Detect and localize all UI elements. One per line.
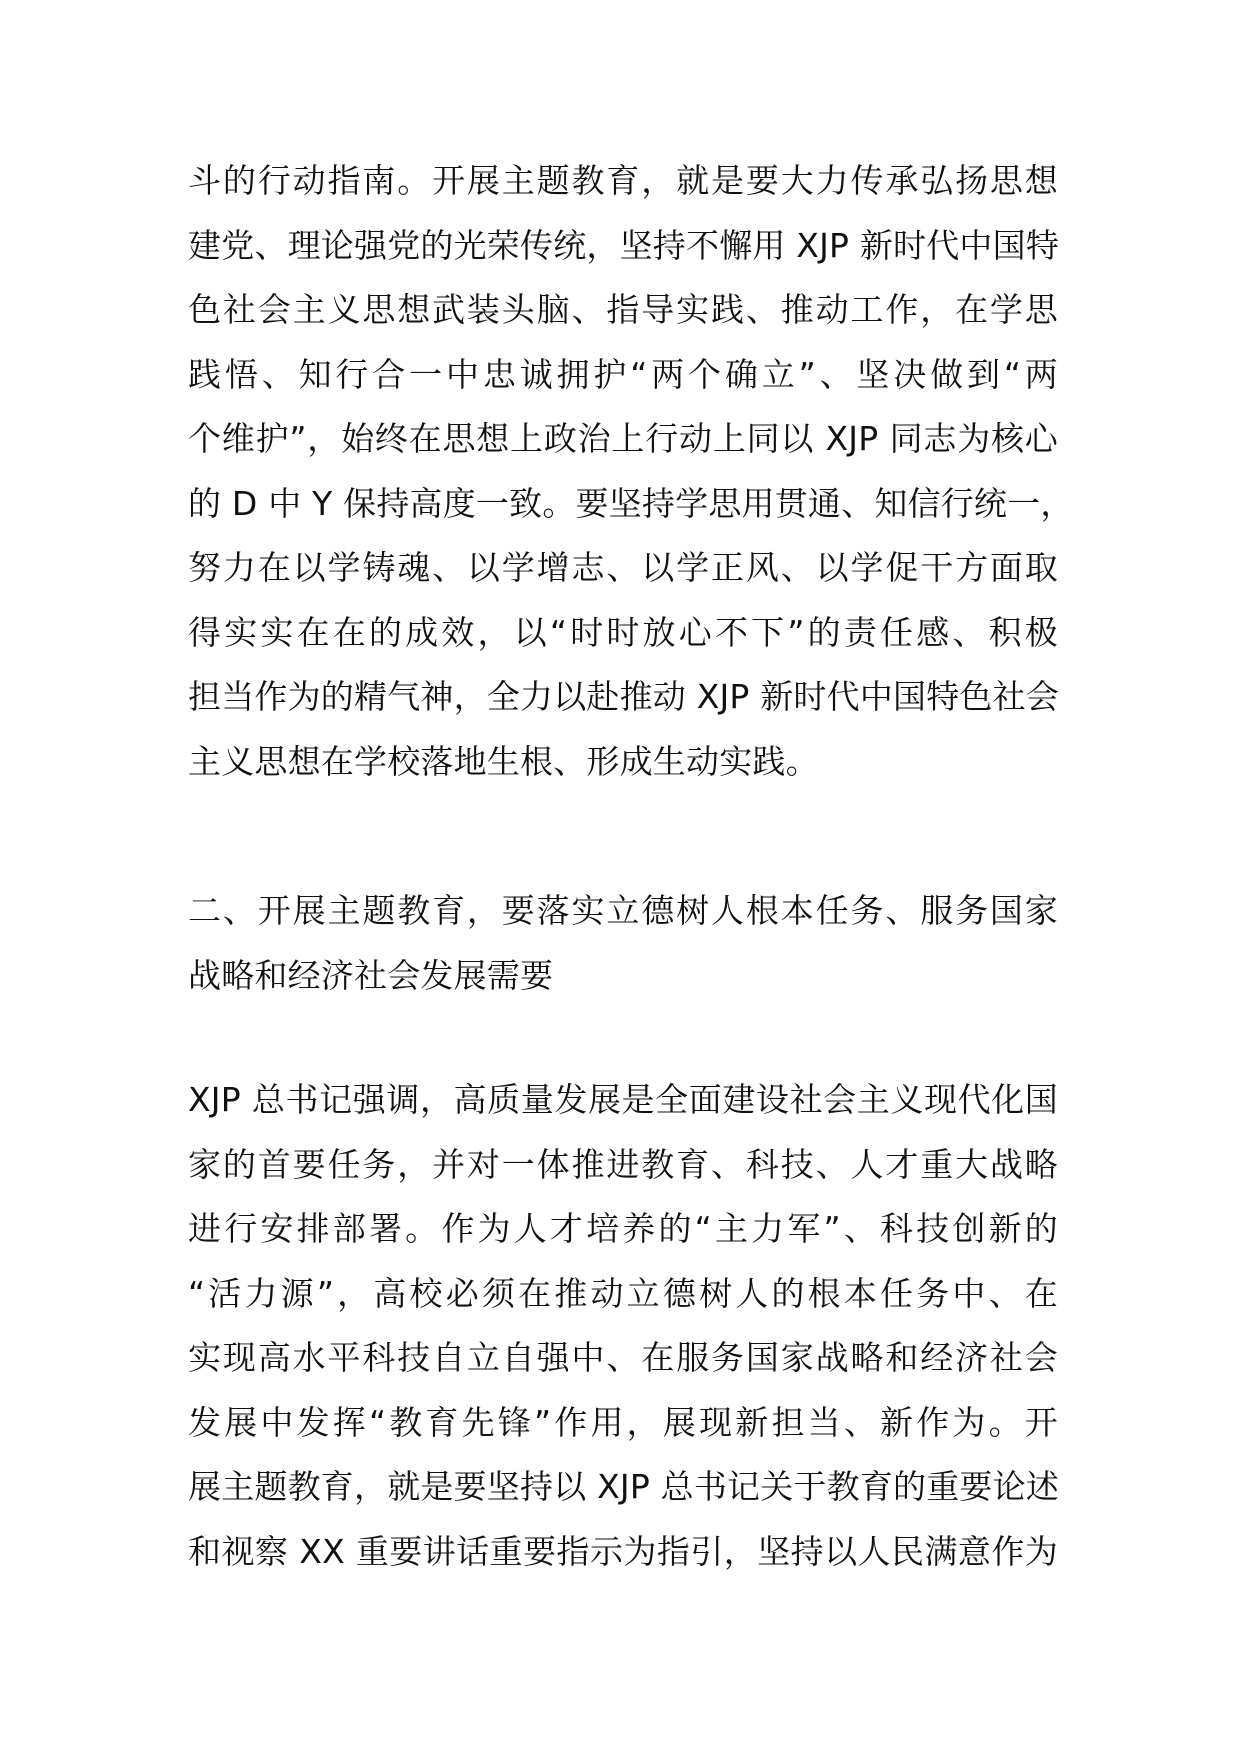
paragraph-line: 发展中发挥“教育先锋”作用，展现新担当、新作为。开 xyxy=(188,1402,1058,1442)
paragraph-line: “活力源”，高校必须在推动立德树人的根本任务中、在 xyxy=(188,1273,1058,1313)
paragraph-line: 家的首要任务，并对一体推进教育、科技、人才重大战略 xyxy=(188,1144,1058,1184)
paragraph-line: 进行安排部署。作为人才培养的“主力军”、科技创新的 xyxy=(188,1209,1058,1248)
section-heading-2 xyxy=(188,879,1058,1008)
heading-line: 战略和经济社会发展需要 xyxy=(188,955,554,995)
paragraph-line: 主义思想在学校落地生根、形成生动实践。 xyxy=(188,741,819,781)
paragraph-line: 践悟、知行合一中忠诚拥护“两个确立”、坚决做到“两 xyxy=(188,354,1058,394)
paragraph-line: 担当作为的精气神，全力以赴推动 XJP 新时代中国特色社会 xyxy=(188,677,1060,716)
paragraph-line: 得实实在在的成效，以“时时放心不下”的责任感、积极 xyxy=(188,612,1058,652)
paragraph-line: 展主题教育，就是要坚持以 XJP 总书记关于教育的重要论述 xyxy=(188,1467,1060,1506)
paragraph-2 xyxy=(188,1068,1058,1584)
paragraph-line: 和视察 XX 重要讲话重要指示为指引，坚持以人民满意作为 xyxy=(188,1531,1058,1571)
paragraph-line: 实现高水平科技自立自强中、在服务国家战略和经济社会 xyxy=(188,1338,1058,1377)
paragraph-line: 建党、理论强党的光荣传统，坚持不懈用 XJP 新时代中国特 xyxy=(188,225,1060,265)
paragraph-line: 的 D 中 Y 保持高度一致。要坚持学思用贯通、知信行统一， xyxy=(188,483,1074,523)
paragraph-line: 斗的行动指南。开展主题教育，就是要大力传承弘扬思想 xyxy=(188,161,1058,200)
paragraph-line: 色社会主义思想武装头脑、指导实践、推动工作，在学思 xyxy=(188,290,1058,329)
paragraph-line: 努力在以学铸魂、以学增志、以学正风、以学促干方面取 xyxy=(188,548,1058,587)
paragraph-line: XJP 总书记强调，高质量发展是全面建设社会主义现代化国 xyxy=(188,1080,1058,1119)
paragraph-line: 个维护”，始终在思想上政治上行动上同以 XJP 同志为核心 xyxy=(188,419,1058,458)
paragraph-1 xyxy=(188,149,1074,794)
heading-line: 二、开展主题教育，要落实立德树人根本任务、服务国家 xyxy=(188,891,1058,930)
